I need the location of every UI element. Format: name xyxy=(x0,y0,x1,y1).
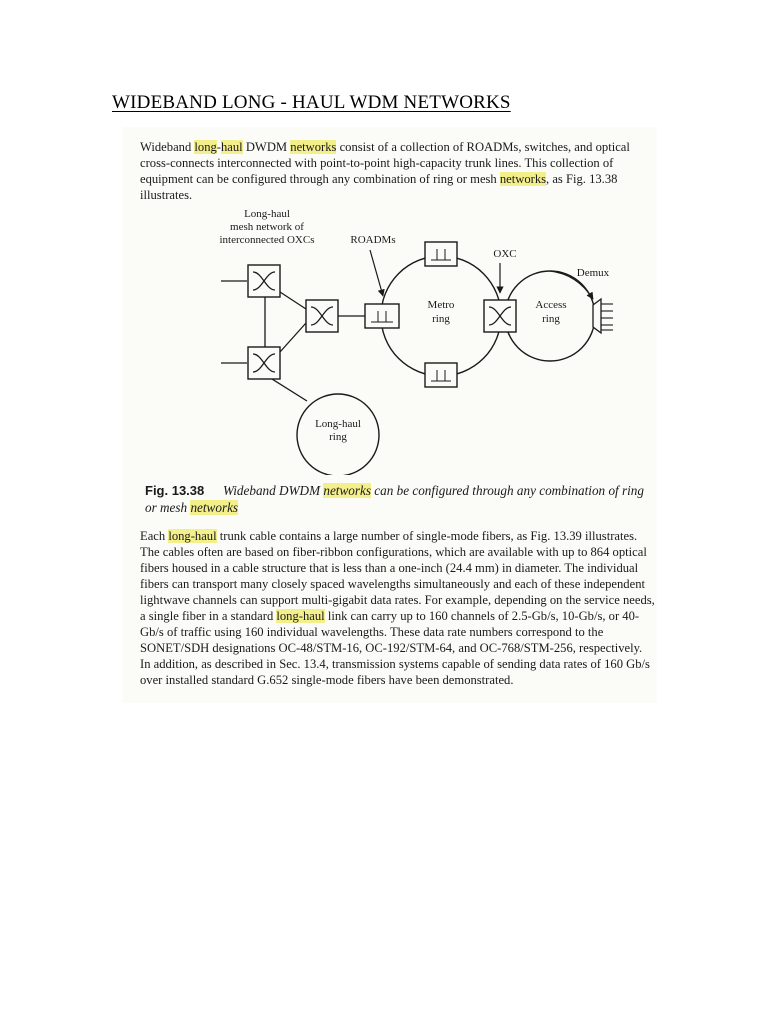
roadms-pointer-arrow xyxy=(370,250,383,296)
text-run: link can carry up to 160 channels of 2.5-Gb/s, 10-Gb/s, or 40-Gb/s of traffic using 160 individual wavelengths. These data rate numbers correspond to the SONET/SDH designations OC-48/STM-16, OC-192/STM-64, and OC-768/STM-256, respectively. In addition, as described in Sec. 13.4, transmission systems capable of sending data rates of 160 Gb/s over installed standard G.652 single-mode fibers have been demonstrated. xyxy=(140,609,650,687)
roadm-left xyxy=(365,304,399,328)
label-metro-ring: ring xyxy=(432,313,450,325)
roadm-bottom xyxy=(425,363,457,387)
text-run: Wideband xyxy=(140,140,195,154)
label-longhaul-mesh: Long-haul xyxy=(244,208,290,220)
demux-device xyxy=(593,299,613,333)
label-longhaul-ring: ring xyxy=(329,431,347,443)
label-oxc: OXC xyxy=(493,248,517,260)
highlighted-term: long xyxy=(194,140,217,154)
figure-number: Fig. 13.38 xyxy=(145,483,205,498)
roadm-top xyxy=(425,242,457,266)
text-run: DWDM xyxy=(242,140,291,154)
highlighted-term: networks xyxy=(290,140,337,154)
oxc-switch-mesh-top xyxy=(248,265,280,297)
oxc-switch-ring-junction xyxy=(484,300,516,332)
text-run: Each xyxy=(140,529,169,543)
page-title: WIDEBAND LONG - HAUL WDM NETWORKS xyxy=(112,92,511,113)
label-access-ring: ring xyxy=(542,313,560,325)
text-run: - xyxy=(216,140,221,154)
intro-paragraph xyxy=(140,139,655,203)
highlighted-term: long-haul xyxy=(276,609,325,623)
body-paragraph xyxy=(140,528,655,688)
figure-caption xyxy=(145,482,645,516)
trunk-links xyxy=(221,281,365,401)
oxc-switch-mesh-bottom xyxy=(248,347,280,379)
oxc-switch-mesh-center xyxy=(306,300,338,332)
text-run: consist of a collection of ROADMs, switches, and optical cross-connects interconnected with point-to-point high-capacity trunk lines. This collection of equipment can be configured through any combination of ring or mesh xyxy=(140,140,630,186)
label-roadms: ROADMs xyxy=(350,234,396,246)
text-run: can be configured through any combination of ring or mesh xyxy=(145,483,644,515)
text-run: Wideband DWDM xyxy=(223,483,324,498)
highlighted-term: haul xyxy=(221,140,243,154)
text-run: trunk cable contains a large number of single-mode fibers, as Fig. 13.39 illustrates. The cables often are based on fiber-ribbon configurations, which are available with up to 864 optical fibers housed in a cable structure that is less than a one-inch (24.4 mm) in diameter. The individual fibers can transport many closely spaced wavelengths simultaneously and each of these independent lightwave channels can support multi-gigabit data rates. For example, depending on the service needs, a single fiber in a standard xyxy=(140,529,655,623)
text-run: , as Fig. 13.38 illustrates. xyxy=(140,172,618,202)
highlighted-term: networks xyxy=(323,483,371,498)
label-interconnected-oxcs: interconnected OXCs xyxy=(219,234,315,246)
network-diagram xyxy=(205,200,625,475)
label-metro: Metro xyxy=(427,299,455,311)
label-demux: Demux xyxy=(576,267,610,279)
highlighted-term: networks xyxy=(499,172,547,186)
label-access: Access xyxy=(535,299,567,311)
label-mesh-network: mesh network of xyxy=(230,221,304,233)
highlighted-term: networks xyxy=(190,500,239,515)
label-longhaul: Long-haul xyxy=(315,418,361,430)
highlighted-term: long-haul xyxy=(168,529,217,543)
